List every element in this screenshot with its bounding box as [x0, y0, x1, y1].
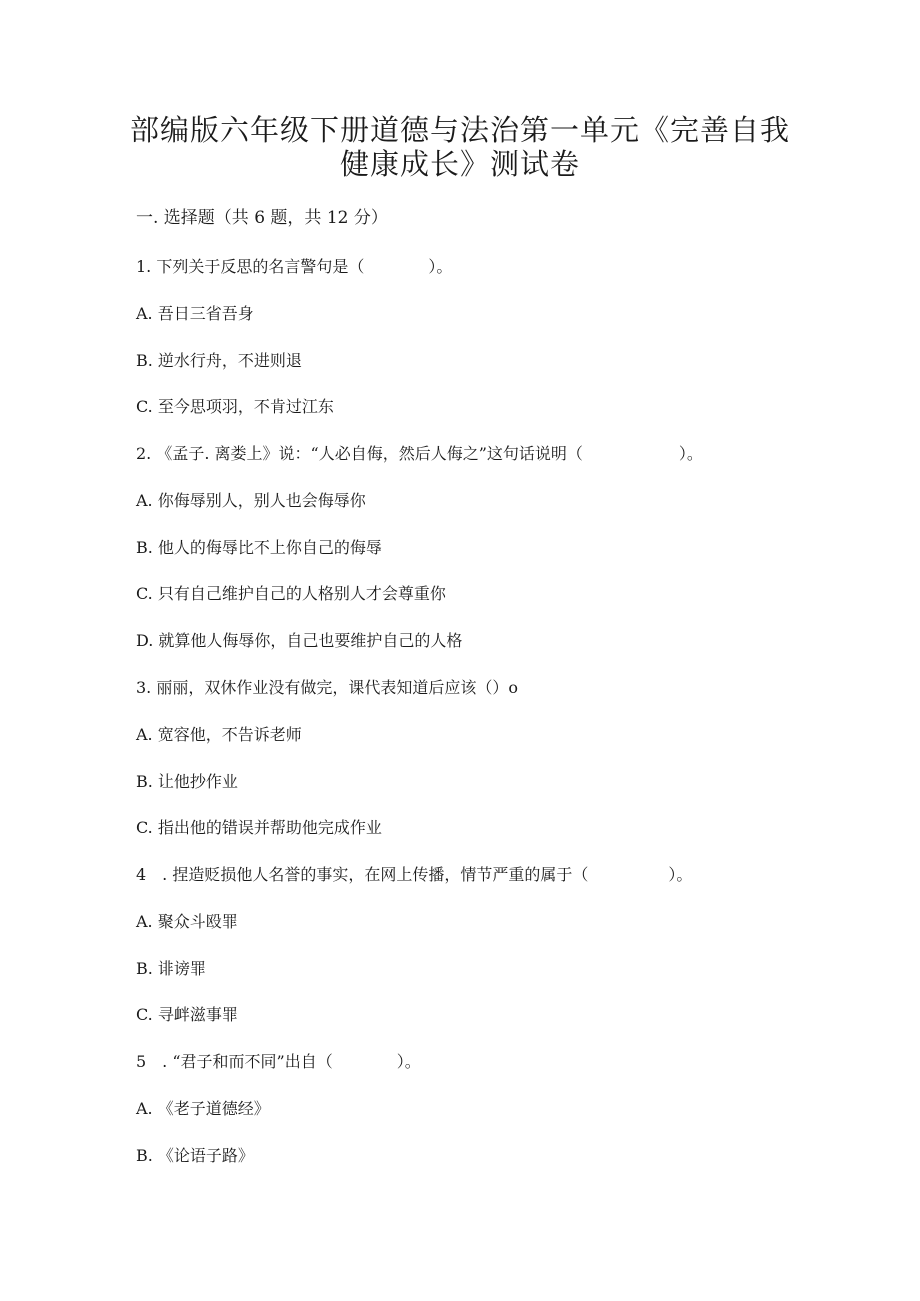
question-1-option-b: B. 逆水行舟，不进则退 [136, 351, 302, 370]
question-1-stem: 1. 下列关于反思的名言警句是（ ）。 [136, 257, 453, 276]
question-4-option-c: C. 寻衅滋事罪 [136, 1005, 238, 1024]
question-2-option-d: D. 就算他人侮辱你，自己也要维护自己的人格 [136, 631, 463, 650]
question-1-option-a: A. 吾日三省吾身 [136, 304, 254, 323]
question-3-option-a: A. 宽容他，不告诉老师 [136, 725, 302, 744]
question-2-stem: 2. 《孟子. 离娄上》说：“人必自侮，然后人侮之”这句话说明（ ）。 [136, 444, 703, 463]
question-4-option-a: A. 聚众斗殴罪 [136, 912, 238, 931]
question-5-stem: 5 . “君子和而不同”出自（ ）。 [136, 1052, 421, 1071]
section-heading: 一. 选择题（共 6 题，共 12 分） [136, 208, 388, 228]
question-5-option-a: A. 《老子道德经》 [136, 1099, 270, 1118]
question-3-stem: 3. 丽丽，双休作业没有做完，课代表知道后应该（）o [136, 678, 518, 697]
question-4-stem: 4 . 捏造贬损他人名誉的事实，在网上传播，情节严重的属于（ ）。 [136, 865, 693, 884]
question-2-option-a: A. 你侮辱别人，别人也会侮辱你 [136, 491, 366, 510]
question-3-option-b: B. 让他抄作业 [136, 772, 238, 791]
page-title-line-2: 健康成长》测试卷 [339, 147, 580, 181]
question-4-option-b: B. 诽谤罪 [136, 959, 206, 978]
question-2-option-c: C. 只有自己维护自己的人格别人才会尊重你 [136, 584, 446, 603]
question-5-option-b: B. 《论语子路》 [136, 1146, 254, 1165]
page-title-line-1: 部编版六年级下册道德与法治第一单元《完善自我 [129, 113, 790, 147]
question-2-option-b: B. 他人的侮辱比不上你自己的侮辱 [136, 538, 382, 557]
question-3-option-c: C. 指出他的错误并帮助他完成作业 [136, 818, 382, 837]
question-1-option-c: C. 至今思项羽，不肯过江东 [136, 397, 334, 416]
